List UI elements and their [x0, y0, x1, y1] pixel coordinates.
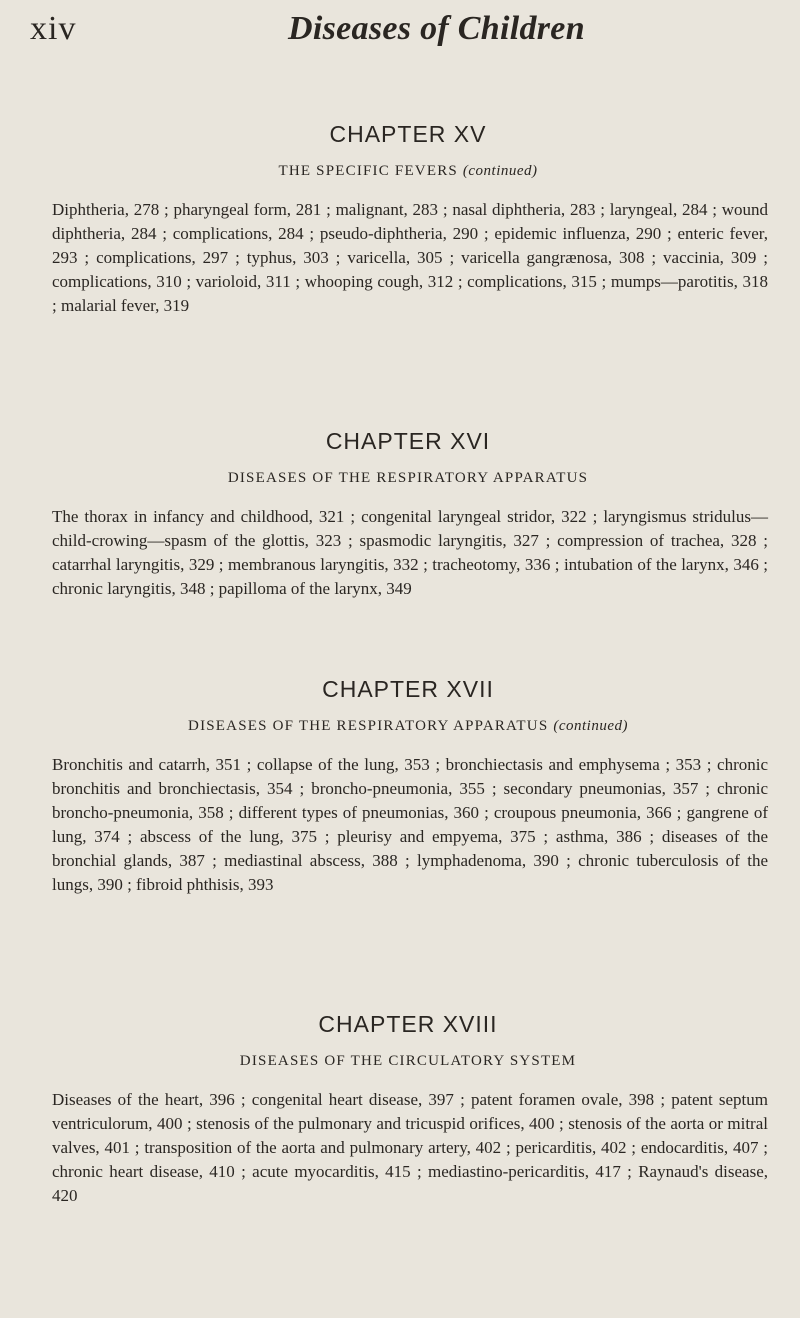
chapter-subtitle-text: DISEASES OF THE RESPIRATORY APPARATUS [188, 718, 549, 734]
chapter-heading: CHAPTER XVIII [318, 1011, 498, 1037]
chapter-subtitle-text: DISEASES OF THE CIRCULATORY SYSTEM [239, 1053, 577, 1069]
chapter-body: The thorax in infancy and childhood, 321 ; congenital laryngeal stridor, 322 ; laryngismus stridulus—child-crowing—spasm of the glottis, 323 ; spasmodic laryngitis, 327 ; compression of trachea, 328 ; catarrhal laryngitis, 329 ; membranous laryngitis, 332 ; tracheotomy, 336 ; intubation of the larynx, 346 ; chronic laryngitis, 348 ; papilloma of the larynx, 349 [52, 507, 768, 598]
chapter-subtitle-text: THE SPECIFIC FEVERS [278, 163, 458, 179]
chapter-heading: CHAPTER XVII [322, 676, 494, 702]
chapter-section-17 [48, 676, 768, 914]
running-title: Diseases of Children [288, 10, 585, 47]
chapter-heading: CHAPTER XVI [325, 428, 491, 454]
page-header [30, 10, 770, 70]
page-number: xiv [30, 10, 77, 47]
chapter-section-18 [48, 1011, 768, 1225]
chapter-subtitle [48, 718, 768, 735]
chapter-subtitle [48, 470, 768, 487]
chapter-section-15 [48, 121, 768, 335]
chapter-body: Diphtheria, 278 ; pharyngeal form, 281 ; malignant, 283 ; nasal diphtheria, 283 ; laryngeal, 284 ; wound diphtheria, 284 ; complications, 284 ; pseudo-diphtheria, 290 ; epidemic influenza, 290 ; enteric fever, 293 ; complications, 297 ; typhus, 303 ; varicella, 305 ; varicella gangrænosa, 308 ; vaccinia, 309 ; complications, 310 ; varioloid, 311 ; whooping cough, 312 ; complications, 315 ; mumps—parotitis, 318 ; malarial fever, 319 [52, 200, 768, 315]
chapter-subtitle-continued: (continued) [462, 163, 538, 179]
chapter-section-16 [48, 428, 768, 618]
chapter-heading: CHAPTER XV [329, 121, 487, 147]
chapter-subtitle [48, 1053, 768, 1070]
chapter-body: Bronchitis and catarrh, 351 ; collapse of the lung, 353 ; bronchiectasis and emphysema ; 353 ; chronic bronchitis and bronchiectasis, 354 ; broncho-pneumonia, 355 ; secondary pneumonias, 357 ; chronic broncho-pneumonia, 358 ; different types of pneumonias, 360 ; croupous pneumonia, 366 ; gangrene of lung, 374 ; abscess of the lung, 375 ; pleurisy and empyema, 375 ; asthma, 386 ; diseases of the bronchial glands, 387 ; mediastinal abscess, 388 ; lymphadenoma, 390 ; chronic tuberculosis of the lungs, 390 ; fibroid phthisis, 393 [52, 755, 768, 894]
chapter-body: Diseases of the heart, 396 ; congenital heart disease, 397 ; patent foramen ovale, 398 ; patent septum ventriculorum, 400 ; stenosis of the pulmonary and tricuspid orifices, 400 ; stenosis of the aorta or mitral valves, 401 ; transposition of the aorta and pulmonary artery, 402 ; pericarditis, 402 ; endocarditis, 407 ; chronic heart disease, 410 ; acute myocarditis, 415 ; mediastino-pericarditis, 417 ; Raynaud's disease, 420 [52, 1090, 768, 1205]
chapter-subtitle [48, 163, 768, 180]
chapter-subtitle-text: DISEASES OF THE RESPIRATORY APPARATUS [227, 470, 589, 486]
chapter-subtitle-continued: (continued) [553, 718, 628, 734]
